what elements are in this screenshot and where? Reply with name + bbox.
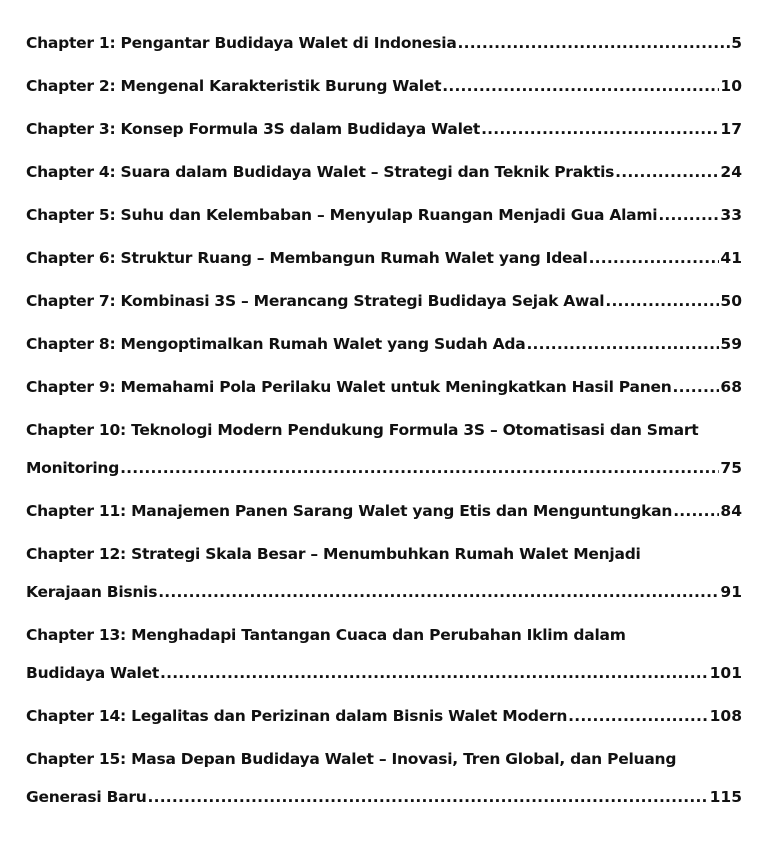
dot-leader: [158, 579, 719, 605]
toc-entry-page-number: 68: [720, 378, 742, 396]
toc-entry-title-line-1: Chapter 10: Teknologi Modern Pendukung Formula 3S – Otomatisasi dan Smart: [26, 421, 699, 439]
toc-entry-page-number: 91: [720, 583, 742, 601]
toc-entry-page-number: 10: [720, 77, 742, 95]
toc-entry-title-line-1: Chapter 12: Strategi Skala Besar – Menumbuhkan Rumah Walet Menjadi: [26, 545, 641, 563]
toc-entry-chapter-15[interactable]: [26, 746, 742, 810]
toc-entry-title: Chapter 4: Suara dalam Budidaya Walet – Strategi dan Teknik Praktis: [26, 163, 615, 181]
toc-entry-title-line-2: Generasi Baru: [26, 788, 147, 806]
toc-entry-page-number: 115: [709, 788, 742, 806]
toc-entry-title: Chapter 7: Kombinasi 3S – Merancang Strategi Budidaya Sejak Awal: [26, 292, 605, 310]
toc-entry-page-number: 33: [720, 206, 742, 224]
dot-leader: [589, 245, 720, 271]
dot-leader: [148, 784, 709, 810]
toc-entry-title: Chapter 1: Pengantar Budidaya Walet di Indonesia: [26, 34, 457, 52]
dot-leader: [615, 159, 719, 185]
toc-entry-chapter-1[interactable]: [26, 30, 742, 56]
toc-entry-page-number: 101: [709, 664, 742, 682]
dot-leader: [526, 331, 719, 357]
toc-entry-chapter-6[interactable]: [26, 245, 742, 271]
toc-entry-chapter-14[interactable]: [26, 703, 742, 729]
toc-entry-page-number: 24: [720, 163, 742, 181]
dot-leader: [442, 73, 719, 99]
toc-entry-title: Chapter 6: Struktur Ruang – Membangun Rumah Walet yang Ideal: [26, 249, 588, 267]
dot-leader: [160, 660, 709, 686]
dot-leader: [673, 374, 720, 400]
table-of-contents: [26, 30, 742, 827]
dot-leader: [673, 498, 719, 524]
toc-entry-page-number: 41: [720, 249, 742, 267]
toc-entry-chapter-2[interactable]: [26, 73, 742, 99]
toc-entry-page-number: 84: [720, 502, 742, 520]
toc-entry-title: Chapter 14: Legalitas dan Perizinan dalam Bisnis Walet Modern: [26, 707, 568, 725]
toc-entry-page-number: 50: [720, 292, 742, 310]
dot-leader: [458, 30, 731, 56]
toc-entry-title: Chapter 3: Konsep Formula 3S dalam Budidaya Walet: [26, 120, 481, 138]
toc-entry-page-number: 108: [709, 707, 742, 725]
toc-entry-chapter-4[interactable]: [26, 159, 742, 185]
toc-entry-page-number: 75: [720, 459, 742, 477]
dot-leader: [120, 455, 719, 481]
toc-entry-chapter-5[interactable]: [26, 202, 742, 228]
toc-entry-page-number: 59: [720, 335, 742, 353]
toc-entry-chapter-13[interactable]: [26, 622, 742, 686]
toc-entry-chapter-10[interactable]: [26, 417, 742, 481]
dot-leader: [481, 116, 719, 142]
toc-entry-chapter-3[interactable]: [26, 116, 742, 142]
toc-entry-chapter-11[interactable]: [26, 498, 742, 524]
toc-entry-page-number: 17: [720, 120, 742, 138]
toc-entry-title-line-2: Kerajaan Bisnis: [26, 583, 158, 601]
toc-entry-title-line-1: Chapter 13: Menghadapi Tantangan Cuaca dan Perubahan Iklim dalam: [26, 626, 626, 644]
toc-entry-chapter-7[interactable]: [26, 288, 742, 314]
toc-entry-title: Chapter 11: Manajemen Panen Sarang Walet yang Etis dan Menguntungkan: [26, 502, 673, 520]
toc-entry-page-number: 5: [731, 34, 742, 52]
toc-entry-chapter-12[interactable]: [26, 541, 742, 605]
toc-entry-title: Chapter 9: Memahami Pola Perilaku Walet untuk Meningkatkan Hasil Panen: [26, 378, 672, 396]
dot-leader: [658, 202, 719, 228]
toc-entry-title: Chapter 2: Mengenal Karakteristik Burung Walet: [26, 77, 442, 95]
dot-leader: [605, 288, 719, 314]
dot-leader: [568, 703, 708, 729]
toc-entry-chapter-8[interactable]: [26, 331, 742, 357]
toc-entry-chapter-9[interactable]: [26, 374, 742, 400]
toc-entry-title: Chapter 8: Mengoptimalkan Rumah Walet yang Sudah Ada: [26, 335, 526, 353]
toc-entry-title-line-1: Chapter 15: Masa Depan Budidaya Walet – Inovasi, Tren Global, dan Peluang: [26, 750, 677, 768]
toc-entry-title: Chapter 5: Suhu dan Kelembaban – Menyulap Ruangan Menjadi Gua Alami: [26, 206, 658, 224]
toc-entry-title-line-2: Budidaya Walet: [26, 664, 160, 682]
toc-entry-title-line-2: Monitoring: [26, 459, 120, 477]
